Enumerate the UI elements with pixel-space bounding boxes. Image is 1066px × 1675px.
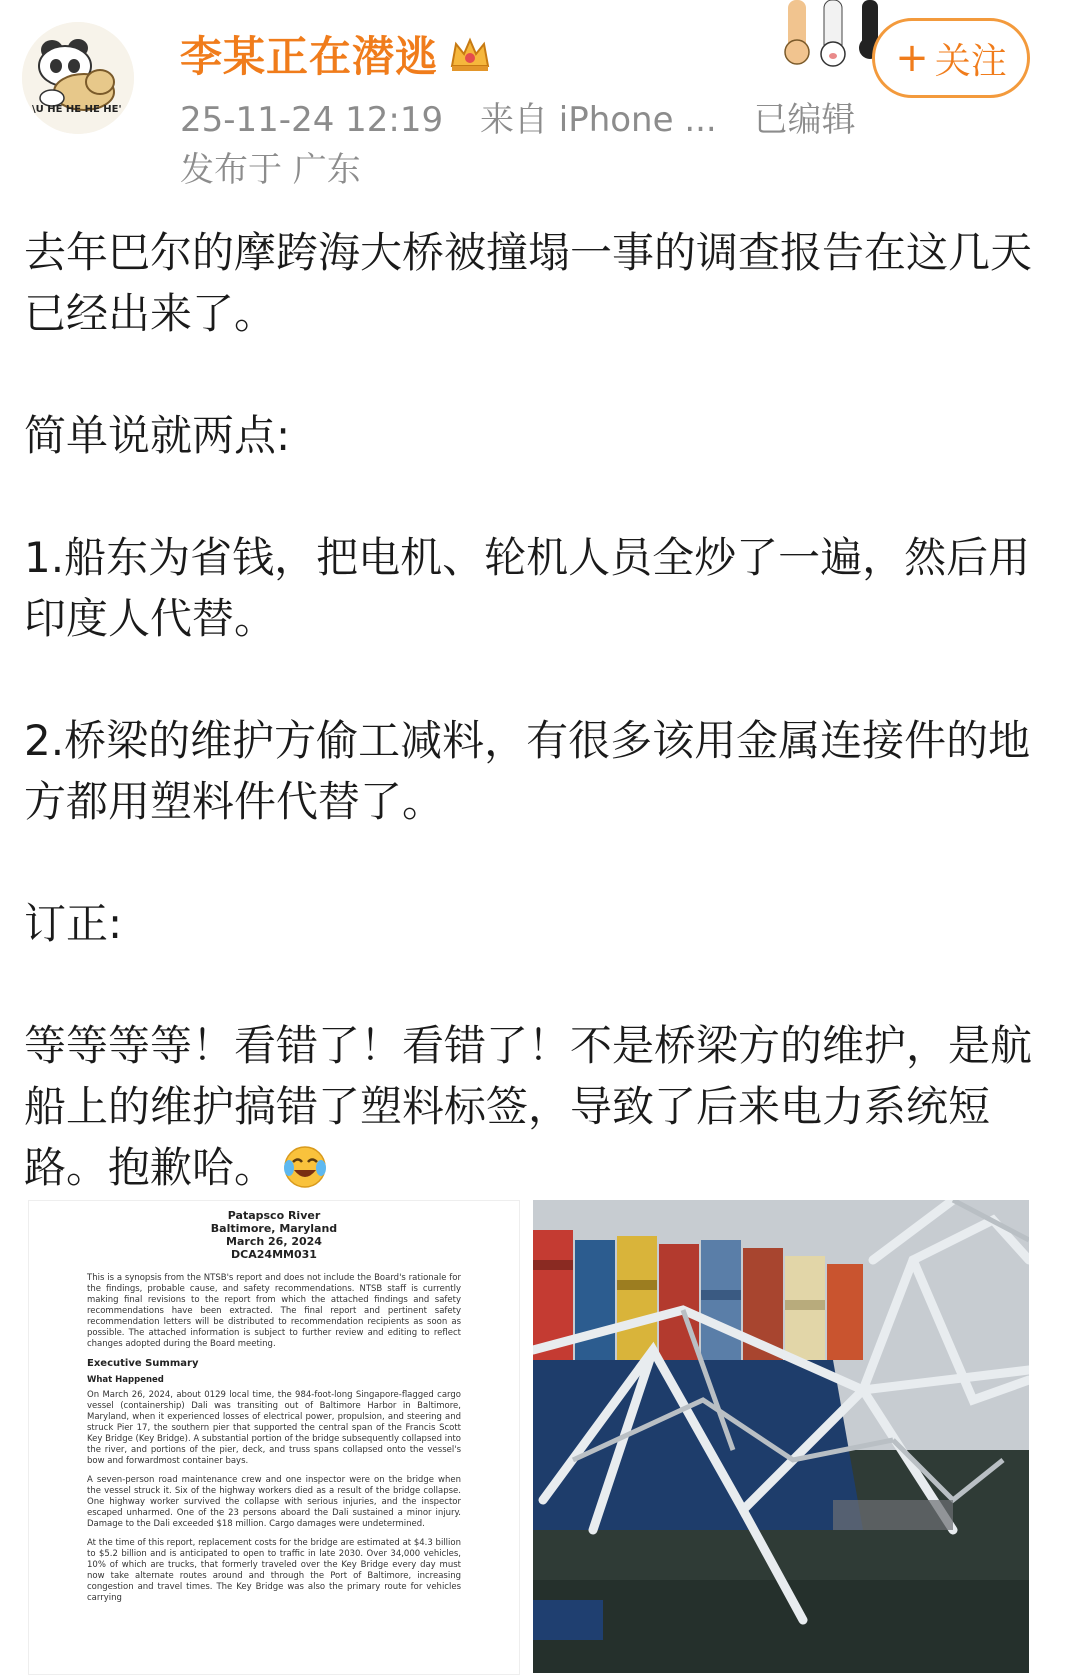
doc-header-line-1: Patapsco River [227,1209,321,1222]
avatar-caption: \U HE HE HE HE' [32,104,122,115]
doc-header [29,1209,519,1261]
username-text: 李某正在潜逃 [180,32,439,81]
doc-header-line-3: March 26, 2024 [226,1235,322,1248]
post-paragraph-6-text: 等等等等！看错了！看错了！不是桥梁方的维护，是航船上的维护搞错了塑料标签，导致了后来电力系统短路。抱歉哈。 [24,1021,1033,1192]
doc-what-happened-heading: What Happened [87,1375,164,1385]
post-content [24,222,1044,1198]
doc-paragraph-1: On March 26, 2024, about 0129 local time, the 984-foot-long Singapore-flagged cargo vessel (containership) Dali was transiting out of Baltimore Harbor in Baltimore, Maryland, when it experienced losses of electrical power, propulsion, and steering and struck Pier 17, the southern pier that supported the central span of the Francis Scott Key Bridge (Key Bridge). A substantial portion of the bridge subsequently collapsed into the river, and portions of the pier, deck, and truss spans collapsed onto the vessel's bow and forwardmost container bays. [87,1390,461,1466]
follow-plus-icon: + [895,35,929,81]
avatar[interactable] [22,22,134,134]
post-meta [180,92,882,141]
panda-cat-avatar-icon [22,22,134,134]
post-source: 来自 iPhone ... [479,100,717,140]
post-paragraph-4: 2.桥梁的维护方偷工减料，有很多该用金属连接件的地方都用塑料件代替了。 [24,716,1031,826]
doc-paragraph-3: At the time of this report, replacement costs for the bridge are estimated at $4.3 billion to $5.2 billion and is anticipated to open to traffic in late 2030. Over 34,000 vehicles, 10% of which are trucks, that formerly traveled over the Key Bridge every day must now take alternate routes around and through the Port of Baltimore, increasing congestion and travel times. The Key Bridge was also the primary route for vehicles carrying [87,1538,461,1603]
doc-body [87,1273,461,1604]
edited-label: 已编辑 [753,100,856,140]
doc-exec-summary-heading: Executive Summary [87,1358,199,1369]
post-time: 25-11-24 12:19 [180,100,444,140]
post-paragraph-2: 简单说就两点: [24,411,291,460]
post-paragraph-5: 订正: [24,899,123,948]
doc-header-line-2: Baltimore, Maryland [210,1222,338,1235]
laugh-cry-emoji-icon [282,1144,328,1190]
crown-badge-icon [448,34,492,74]
bridge-wreckage-photo-icon [533,1200,1029,1673]
ntsb-report-image[interactable] [28,1200,520,1675]
post-location: 发布于 广东 [180,150,361,190]
doc-intro: This is a synopsis from the NTSB's report and does not include the Board's rationale for the findings, probable cause, and safety recommendations. NTSB staff is currently making final revisions to the report from which the attached findings and safety recommendations have been extracted. The final report and pertinent safety recommendation letters will be distributed to recommendation recipients as soon as possible. The attached information is subject to further review and editing to reflect changes adopted during the Board meeting. [87,1273,461,1349]
doc-header-line-4: DCA24MM031 [231,1248,317,1261]
username[interactable] [180,24,492,84]
bridge-collapse-photo[interactable] [533,1200,1029,1673]
follow-button[interactable] [872,18,1030,98]
post-paragraph-1: 去年巴尔的摩跨海大桥被撞塌一事的调查报告在这几天已经出来了。 [24,228,1033,338]
post-paragraph-3: 1.船东为省钱，把电机、轮机人员全炒了一遍，然后用印度人代替。 [24,533,1031,643]
doc-paragraph-2: A seven-person road maintenance crew and one inspector were on the bridge when the vessel struck it. Six of the highway workers died as a result of the bridge collapse. One highway worker survived the collapse with serious injuries, and the inspector escaped unharmed. One of the 23 persons aboard the Dali sustained a minor injury. Damage to the Dali exceeded $18 million. Cargo damages were undetermined. [87,1475,461,1529]
post-paragraph-6 [24,1015,1044,1198]
follow-label: 关注 [934,40,1007,82]
